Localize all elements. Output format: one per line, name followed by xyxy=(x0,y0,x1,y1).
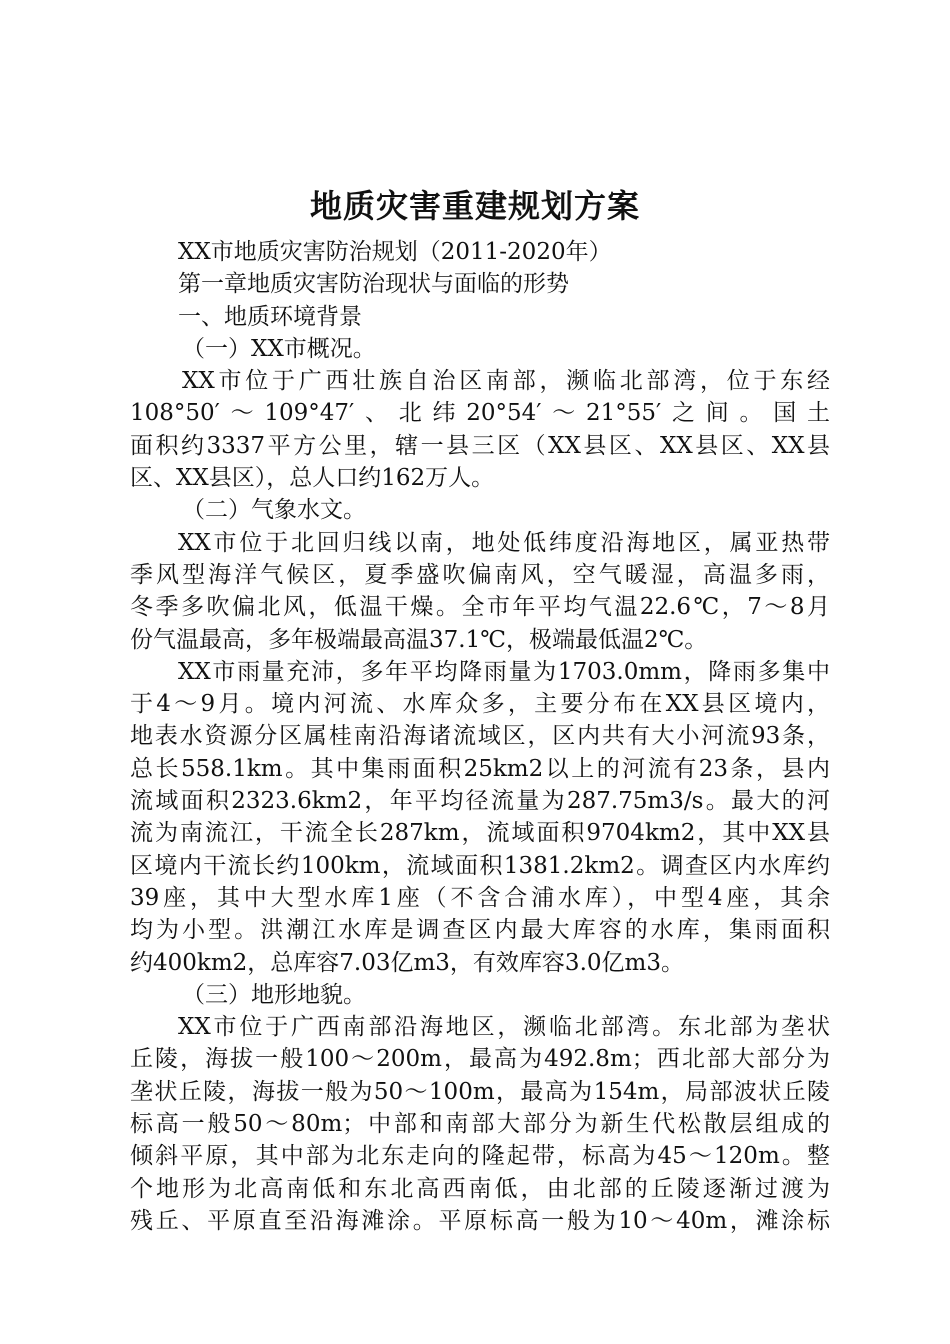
paragraph-line: 面积约3337平方公里，辖一县三区（XX县区、XX县区、XX县 xyxy=(130,432,830,459)
paragraph-line: XX市雨量充沛，多年平均降雨量为1703.0mm，降雨多集中 xyxy=(178,658,830,685)
paragraph-line: 约400km2，总库容7.03亿m3，有效库容3.0亿m3。 xyxy=(130,949,684,976)
paragraph-line: 份气温最高，多年极端最高温37.1℃，极端最低温2℃。 xyxy=(130,626,708,653)
paragraph-line: 丘陵，海拔一般100～200m，最高为492.8m；西北部大部分为 xyxy=(130,1046,830,1073)
paragraph-line: 于4～9月。境内河流、水库众多，主要分布在XX县区境内， xyxy=(130,691,830,718)
paragraph-line: 第一章地质灾害防治现状与面临的形势 xyxy=(178,271,569,298)
paragraph-line: 总长558.1km。其中集雨面积25km2以上的河流有23条，县内 xyxy=(130,755,830,782)
paragraph-line: 个地形为北高南低和东北高西南低，由北部的丘陵逐渐过渡为 xyxy=(130,1175,830,1202)
paragraph-line: 标高一般50～80m；中部和南部大部分为新生代松散层组成的 xyxy=(130,1111,830,1138)
paragraph-line: 垄状丘陵，海拔一般为50～100m，最高为154m，局部波状丘陵 xyxy=(130,1078,830,1105)
paragraph-line: 区境内干流长约100km，流域面积1381.2km2。调查区内水库约 xyxy=(130,852,830,879)
paragraph-line: 冬季多吹偏北风，低温干燥。全市年平均气温22.6℃，7～8月 xyxy=(130,594,830,621)
paragraph-line: 流域面积2323.6km2，年平均径流量为287.75m3/s。最大的河 xyxy=(130,788,830,815)
paragraph-line: 均为小型。洪潮江水库是调查区内最大库容的水库，集雨面积 xyxy=(130,917,830,944)
paragraph-line: 流为南流江，干流全长287km，流域面积9704km2，其中XX县 xyxy=(130,820,830,847)
paragraph-line: （三）地形地貌。 xyxy=(182,981,366,1008)
paragraph-line: （一）XX市概况。 xyxy=(182,335,376,362)
paragraph-line: 季风型海洋气候区，夏季盛吹偏南风，空气暖湿，高温多雨， xyxy=(130,561,830,588)
paragraph-line: 108°50′～109°47′、北纬20°54′～21°55′之间。国土 xyxy=(130,400,830,427)
paragraph-line: 39座，其中大型水库1座（不含合浦水库），中型4座，其余 xyxy=(130,884,830,911)
paragraph-line: （二）气象水文。 xyxy=(182,497,366,524)
document-body xyxy=(130,236,830,1237)
document-title: 地质灾害重建规划方案 xyxy=(309,187,640,225)
paragraph-line: XX市位于北回归线以南，地处低纬度沿海地区，属亚热带 xyxy=(178,529,830,556)
paragraph-line: XX市位于广西壮族自治区南部，濒临北部湾，位于东经 xyxy=(182,368,830,395)
paragraph-line: 地表水资源分区属桂南沿海诸流域区，区内共有大小河流93条， xyxy=(130,723,830,750)
paragraph-line: XX市位于广西南部沿海地区，濒临北部湾。东北部为垄状 xyxy=(178,1014,830,1041)
paragraph-line: 倾斜平原，其中部为北东走向的隆起带，标高为45～120m。整 xyxy=(130,1143,830,1170)
paragraph-line: 区、XX县区），总人口约162万人。 xyxy=(130,465,495,492)
paragraph-line: 残丘、平原直至沿海滩涂。平原标高一般为10～40m，滩涂标 xyxy=(130,1207,830,1234)
paragraph-line: 一、地质环境背景 xyxy=(178,303,362,330)
paragraph-line: XX市地质灾害防治规划（2011-2020年） xyxy=(178,239,612,265)
